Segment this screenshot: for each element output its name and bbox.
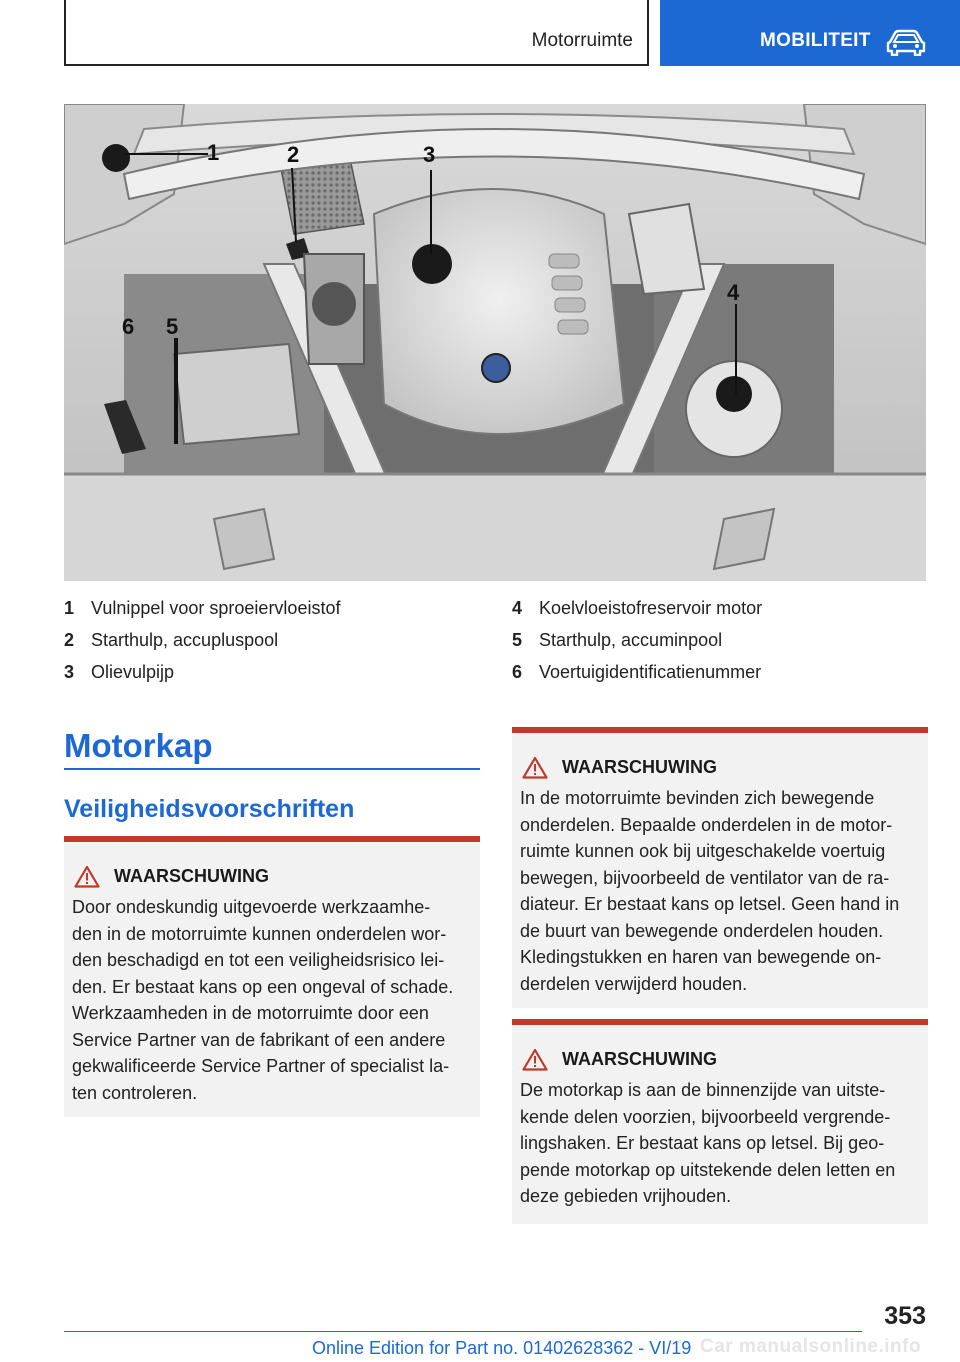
warning-line: ten controleren. — [72, 1082, 198, 1103]
warning-line: derdelen verwijderd houden. — [520, 973, 748, 994]
warning-line: den beschadigd en tot een veiligheidsrisico lei- — [72, 950, 445, 970]
section-title: Motorruimte — [531, 30, 633, 51]
warning-triangle-icon — [74, 865, 100, 888]
warning-line: onderdelen. Bepaalde onderdelen in de motor- — [520, 814, 893, 835]
warning-line: gekwalificeerde Service Partner of specialist la- — [72, 1056, 450, 1076]
heading-rule — [64, 768, 480, 770]
legend-number: 5 — [512, 629, 523, 650]
subsection-heading: Veiligheidsvoorschriften — [64, 795, 355, 823]
warning-body — [72, 894, 472, 1106]
warning-line: Werkzaamheden in de motorruimte door een — [72, 1003, 429, 1023]
section-heading: Motorkap — [64, 727, 213, 764]
warning-body — [520, 1077, 920, 1210]
warning-title — [74, 864, 472, 888]
warning-line: diateur. Er bestaat kans op letsel. Geen hand in — [520, 894, 900, 914]
legend-item — [64, 656, 340, 688]
warning-line: In de motorruimte bevinden zich bewegende — [520, 788, 875, 808]
warning-title — [522, 755, 920, 779]
legend-item — [512, 592, 762, 624]
warning-triangle-icon — [522, 756, 548, 779]
engine-bay-image — [64, 104, 926, 581]
legend-item — [64, 624, 340, 656]
legend-item — [64, 592, 340, 624]
warning-line: den in de motorruimte kunnen onderdelen wor- — [72, 923, 447, 944]
footer-rule — [64, 1331, 862, 1332]
chapter-tab[interactable] — [660, 0, 960, 66]
page-number: 353 — [884, 1302, 926, 1330]
warning-title-text: WAARSCHUWING — [562, 756, 717, 777]
legend-text: Voertuigidentificatienummer — [539, 661, 762, 682]
callout-2: 2 — [287, 142, 300, 167]
legend-number: 1 — [64, 597, 75, 618]
warning-line: Door ondeskundig uitgevoerde werkzaamhe- — [72, 897, 431, 917]
callout-1: 1 — [207, 140, 220, 165]
legend-item — [512, 624, 762, 656]
warning-line: bewegen, bijvoorbeeld de ventilator van de ra- — [520, 867, 890, 888]
legend-number: 2 — [64, 629, 75, 650]
warning-line: pende motorkap op uitstekende delen letten en — [520, 1159, 896, 1180]
legend-text: Starthulp, accupluspool — [91, 629, 279, 650]
warning-triangle-icon — [522, 1048, 548, 1071]
header-section-box — [64, 0, 649, 66]
callout-4: 4 — [727, 280, 740, 305]
warning-box — [512, 727, 928, 1008]
callout-6: 6 — [122, 314, 135, 339]
warning-line: deze gebieden vrijhouden. — [520, 1186, 732, 1206]
warning-line: ruimte kunnen ook bij uitgeschakelde voertuig — [520, 841, 886, 861]
chapter-tab-label: MOBILITEIT — [760, 30, 871, 51]
warning-body — [520, 785, 920, 997]
callout-3: 3 — [423, 142, 436, 167]
warning-line: kende delen voorzien, bijvoorbeeld vergrende- — [520, 1106, 891, 1127]
legend-number: 6 — [512, 661, 523, 682]
car-icon — [886, 28, 926, 56]
warning-title-text: WAARSCHUWING — [114, 865, 269, 886]
warning-box — [512, 1019, 928, 1224]
legend-left — [64, 592, 340, 688]
legend-text: Koelvloeistofreservoir motor — [539, 597, 763, 618]
legend-number: 4 — [512, 597, 523, 618]
footer-edition: Online Edition for Part no. 01402628362 - VI/19 — [312, 1338, 692, 1358]
legend-right — [512, 592, 762, 688]
legend-text: Olievulpijp — [91, 661, 175, 682]
warning-line: lingshaken. Er bestaat kans op letsel. Bij geo- — [520, 1133, 885, 1153]
warning-line: De motorkap is aan de binnenzijde van uitste- — [520, 1080, 886, 1100]
warning-title — [522, 1047, 920, 1071]
footer-watermark: Car manualsonline.info — [700, 1336, 922, 1357]
legend-item — [512, 656, 762, 688]
warning-line: de buurt van bewegende onderdelen houden. — [520, 920, 884, 941]
warning-line: Service Partner van de fabrikant of een andere — [72, 1029, 446, 1050]
callout-5: 5 — [166, 314, 179, 339]
warning-line: den. Er bestaat kans op een ongeval of schade. — [72, 976, 454, 997]
legend-number: 3 — [64, 661, 75, 682]
warning-box — [64, 836, 480, 1117]
legend-text: Starthulp, accuminpool — [539, 629, 723, 650]
legend-text: Vulnippel voor sproeiervloeistof — [91, 597, 341, 618]
warning-line: Kledingstukken en haren van bewegende on- — [520, 947, 882, 967]
warning-title-text: WAARSCHUWING — [562, 1048, 717, 1069]
